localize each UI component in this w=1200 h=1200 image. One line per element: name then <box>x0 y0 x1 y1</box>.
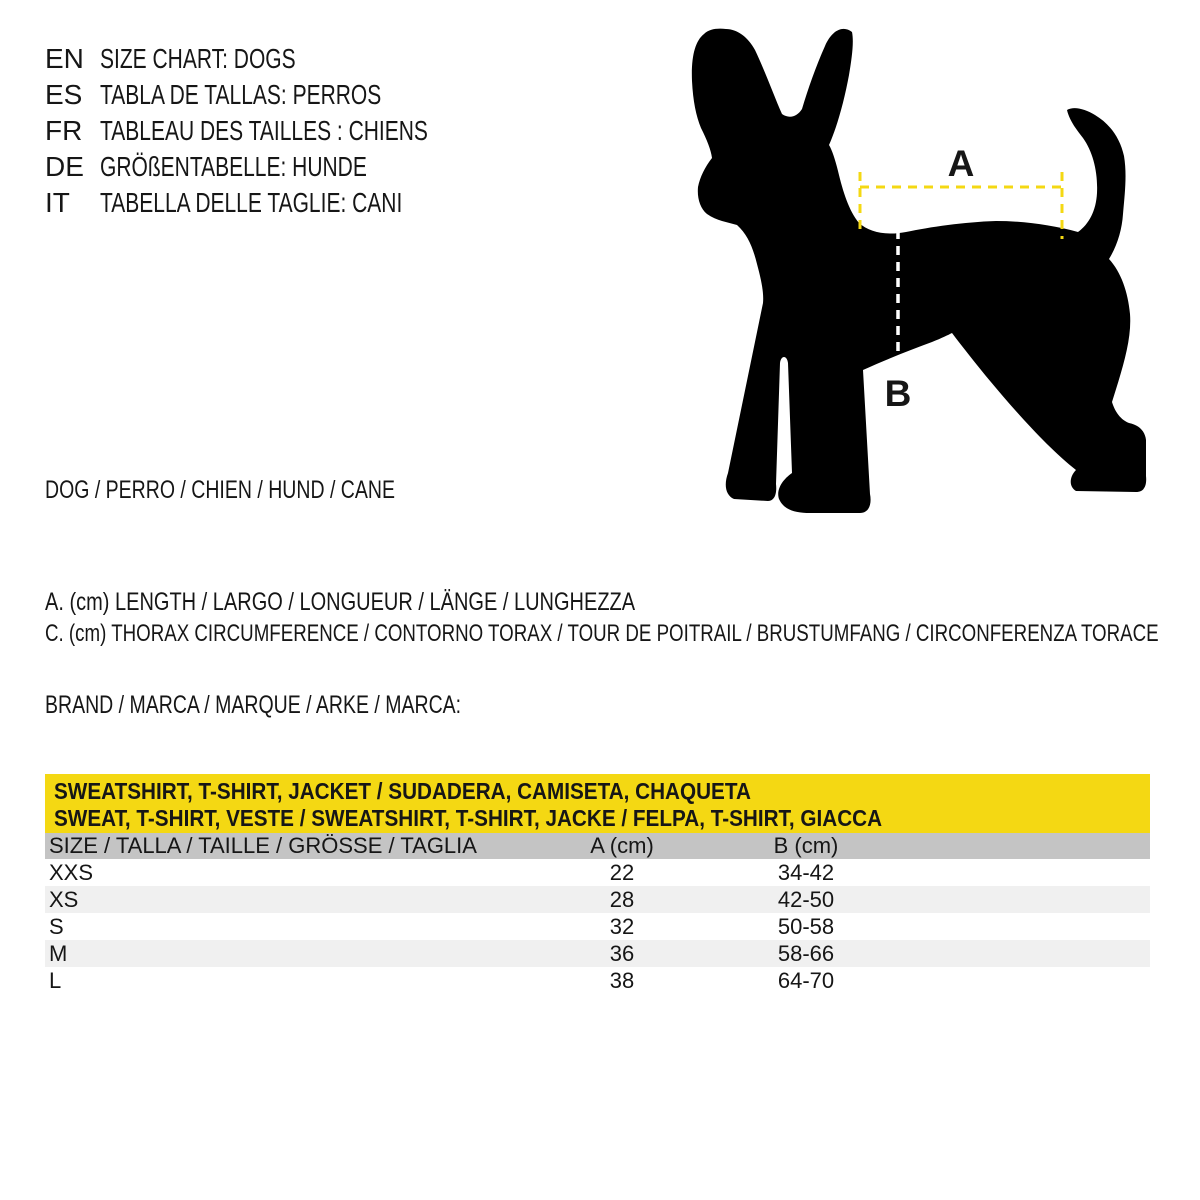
brand-line: BRAND / MARCA / MARQUE / ARKE / MARCA: <box>45 691 462 719</box>
b-value-cell: 34-42 <box>777 859 835 885</box>
language-code: IT <box>45 187 70 218</box>
dog-silhouette-figure <box>680 18 1160 518</box>
a-value-cell: 36 <box>609 940 635 966</box>
size-cell: XXS <box>49 859 94 885</box>
column-header-a-cm: A (cm) <box>590 833 654 858</box>
animal-label: DOG / PERRO / CHIEN / HUND / CANE <box>45 476 395 504</box>
language-row-es <box>45 77 537 113</box>
language-row-de <box>45 149 537 185</box>
table-row-l <box>45 967 1150 994</box>
dog-silhouette-svg <box>680 18 1160 518</box>
language-code: EN <box>45 43 84 74</box>
a-value-cell: 22 <box>609 859 635 885</box>
size-cell: S <box>49 913 64 939</box>
table-row-xxs <box>45 859 1150 886</box>
language-row-it <box>45 185 537 221</box>
b-value-cell: 64-70 <box>777 967 835 993</box>
b-value-cell: 42-50 <box>777 886 835 912</box>
language-title: TABELLA DELLE TAGLIE: CANI <box>100 187 403 218</box>
chihuahua-silhouette <box>692 29 1146 513</box>
language-title: TABLEAU DES TAILLES : CHIENS <box>100 115 428 146</box>
column-header-size: SIZE / TALLA / TAILLE / GRÖSSE / TAGLIA <box>49 833 477 858</box>
b-value-cell: 50-58 <box>777 913 835 939</box>
language-title: GRÖßENTABELLE: HUNDE <box>100 151 367 182</box>
b-value-cell: 58-66 <box>777 940 835 966</box>
banner-line-1: SWEATSHIRT, T-SHIRT, JACKET / SUDADERA, CAMISETA, CHAQUETA <box>54 778 751 804</box>
language-title: SIZE CHART: DOGS <box>100 43 296 74</box>
garment-type-banner <box>45 774 1150 833</box>
marker-b-label: B <box>884 373 912 414</box>
marker-a-label: A <box>947 143 975 184</box>
a-value-cell: 32 <box>609 913 635 939</box>
language-title-list <box>45 41 537 221</box>
a-value-cell: 28 <box>609 886 635 912</box>
language-row-en <box>45 41 537 77</box>
size-cell: XS <box>49 886 79 912</box>
language-code: FR <box>45 115 83 146</box>
language-title: TABLA DE TALLAS: PERROS <box>100 79 382 110</box>
language-code: DE <box>45 151 84 182</box>
a-value-cell: 38 <box>609 967 635 993</box>
legend-line-c: C. (cm) THORAX CIRCUMFERENCE / CONTORNO TORAX / TOUR DE POITRAIL / BRUSTUMFANG / CIRCONFERENZA TORACE <box>45 620 1159 647</box>
column-header-b-cm: B (cm) <box>773 833 839 858</box>
size-cell: L <box>49 967 62 993</box>
table-row-s <box>45 913 1150 940</box>
size-cell: M <box>49 940 68 966</box>
legend-line-a: A. (cm) LENGTH / LARGO / LONGUEUR / LÄNGE / LUNGHEZZA <box>45 588 636 616</box>
language-row-fr <box>45 113 537 149</box>
table-row-xs <box>45 886 1150 913</box>
language-code: ES <box>45 79 83 110</box>
table-row-m <box>45 940 1150 967</box>
banner-line-2: SWEAT, T-SHIRT, VESTE / SWEATSHIRT, T-SHIRT, JACKE / FELPA, T-SHIRT, GIACCA <box>54 805 883 831</box>
size-table-header-row <box>45 833 1150 859</box>
